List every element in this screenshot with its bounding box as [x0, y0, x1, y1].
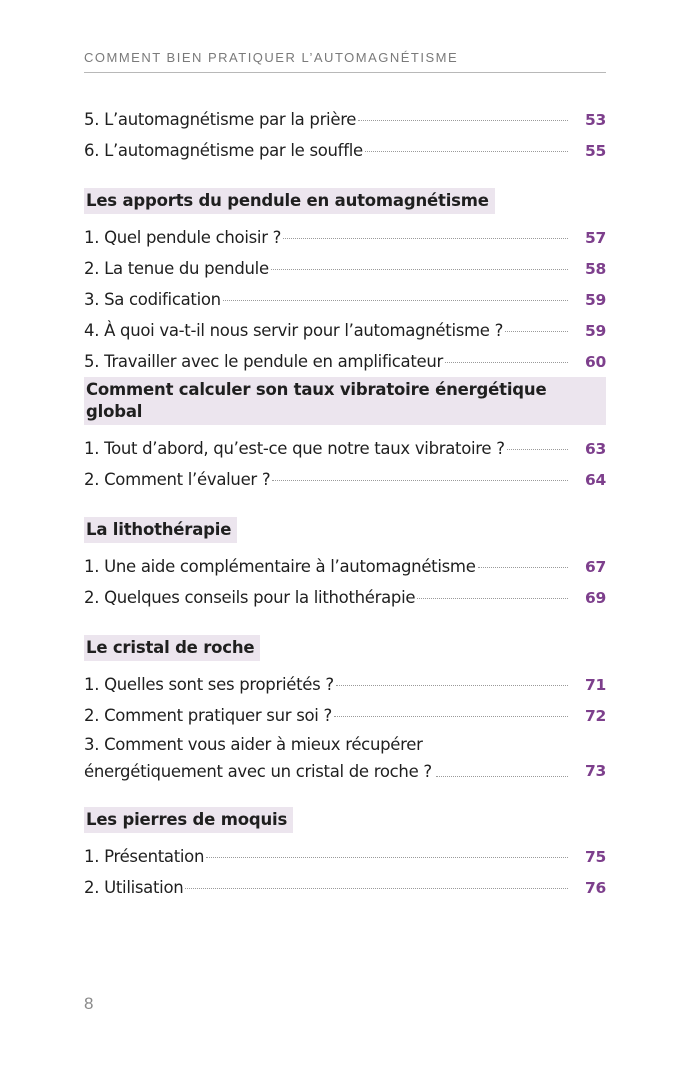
section-heading[interactable]: Les pierres de moquis: [84, 807, 293, 833]
toc-section: [84, 166, 606, 377]
dot-leader: [358, 120, 568, 121]
toc-entry[interactable]: [84, 731, 606, 785]
toc-page-number: 55: [585, 142, 606, 160]
running-head: COMMENT BIEN PRATIQUER L’AUTOMAGNÉTISME: [84, 50, 459, 65]
page-number: 8: [84, 994, 94, 1013]
toc-entry[interactable]: [84, 315, 606, 346]
toc-page-number: 72: [585, 707, 606, 725]
toc-entry[interactable]: [84, 222, 606, 253]
toc-entry-text: 2. Utilisation: [84, 878, 184, 897]
dot-leader: [336, 685, 568, 686]
dot-leader: [206, 857, 568, 858]
toc-section: [84, 377, 606, 495]
dot-leader: [271, 269, 568, 270]
toc-page-number: 64: [585, 471, 606, 489]
dot-leader: [417, 598, 568, 599]
toc-entry-text: 2. Comment pratiquer sur soi ?: [84, 706, 332, 725]
toc-entry[interactable]: [84, 464, 606, 495]
toc-page-number: 67: [585, 558, 606, 576]
toc-entry-text: 1. Quelles sont ses propriétés ?: [84, 675, 334, 694]
toc-entry[interactable]: [84, 135, 606, 166]
toc-entry[interactable]: [84, 253, 606, 284]
dot-leader: [507, 449, 568, 450]
section-heading[interactable]: Les apports du pendule en automagnétisme: [84, 188, 495, 214]
toc-page-number: 53: [585, 111, 606, 129]
toc-page-number: 75: [585, 848, 606, 866]
toc-entry[interactable]: [84, 284, 606, 315]
toc-entry-text: 4. À quoi va-t-il nous servir pour l’automagnétisme ?: [84, 321, 504, 340]
toc-entry-text: 2. Quelques conseils pour la lithothérapie: [84, 588, 416, 607]
header-rule: [84, 72, 606, 73]
toc-entry[interactable]: [84, 841, 606, 872]
dot-leader: [505, 331, 568, 332]
toc-entry-text: 3. Comment vous aider à mieux récupérer énergétiquement avec un cristal de roche ?: [84, 735, 432, 781]
toc-entry-text: 3. Sa codification: [84, 290, 221, 309]
toc-page-number: 58: [585, 260, 606, 278]
toc-entry-text: 6. L’automagnétisme par le souffle: [84, 141, 363, 160]
dot-leader: [334, 716, 568, 717]
toc-entry[interactable]: [84, 700, 606, 731]
toc-section: [84, 785, 606, 903]
toc-page-number: 63: [585, 440, 606, 458]
toc-page-number: 69: [585, 589, 606, 607]
toc-entry[interactable]: [84, 104, 606, 135]
toc-section: [84, 613, 606, 785]
dot-leader: [445, 362, 568, 363]
dot-leader: [365, 151, 568, 152]
toc-page-number: 59: [585, 322, 606, 340]
toc-entry[interactable]: [84, 872, 606, 903]
toc-section: [84, 104, 606, 166]
table-of-contents: [84, 104, 606, 903]
toc-page-number: 57: [585, 229, 606, 247]
toc-entry[interactable]: [84, 433, 606, 464]
dot-leader: [185, 888, 568, 889]
toc-entry-text: 1. Présentation: [84, 847, 205, 866]
dot-leader: [283, 238, 568, 239]
toc-page-number: 59: [585, 291, 606, 309]
toc-page-number: 71: [585, 676, 606, 694]
toc-entry[interactable]: [84, 669, 606, 700]
toc-entry-text: 1. Quel pendule choisir ?: [84, 228, 282, 247]
toc-entry[interactable]: [84, 551, 606, 582]
dot-leader: [223, 300, 568, 301]
toc-section: [84, 495, 606, 613]
dot-leader: [272, 480, 568, 481]
section-heading[interactable]: Comment calculer son taux vibratoire énergétique global: [84, 377, 606, 425]
section-heading[interactable]: La lithothérapie: [84, 517, 237, 543]
section-heading[interactable]: Le cristal de roche: [84, 635, 260, 661]
dot-leader: [436, 776, 568, 777]
toc-entry-text: 5. Travailler avec le pendule en amplificateur: [84, 352, 443, 371]
toc-entry[interactable]: [84, 346, 606, 377]
dot-leader: [478, 567, 568, 568]
toc-entry-text: 2. La tenue du pendule: [84, 259, 269, 278]
toc-entry-text: 1. Une aide complémentaire à l’automagnétisme: [84, 557, 476, 576]
toc-entry-text: 5. L’automagnétisme par la prière: [84, 110, 357, 129]
toc-entry[interactable]: [84, 582, 606, 613]
toc-entry-text: 1. Tout d’abord, qu’est-ce que notre taux vibratoire ?: [84, 439, 505, 458]
toc-page-number: 60: [585, 353, 606, 371]
toc-page-number: 76: [585, 879, 606, 897]
toc-page-number: 73: [585, 762, 606, 780]
toc-entry-text: 2. Comment l’évaluer ?: [84, 470, 271, 489]
